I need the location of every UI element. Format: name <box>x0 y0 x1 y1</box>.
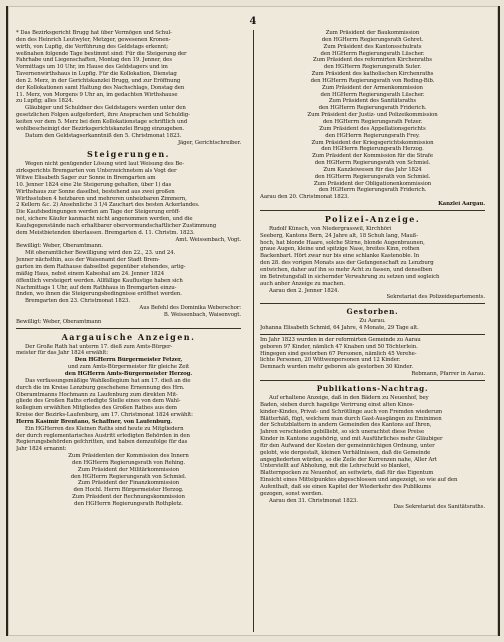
divider <box>16 328 241 329</box>
notice-bankruptcy <box>16 30 241 146</box>
text-line: den HGHerrn Regierungsrath Herzog. <box>321 146 424 153</box>
text-line: den HGHerrn Regierungsrath von Schmiel. <box>70 473 187 480</box>
text-line: graue Augen, kleine und spitzige Nase, breites Kinn, rothen <box>260 246 420 253</box>
text-line: kollegium erwählten Mitgliedes des Großen Rathes aus dem <box>16 405 177 412</box>
notice-births <box>260 337 485 378</box>
divider <box>260 303 485 304</box>
text-line: zirksgerichts Bremgarten von Unterzeichnetem als Vogt der <box>16 168 177 175</box>
text-line: Demnach wurden mehr geboren als gestorben 30 Kinder. <box>260 364 413 371</box>
text-line: Vormittags um 10 Uhr, im Hause des Geldstagers und im <box>16 64 168 71</box>
divider <box>260 334 485 335</box>
section-heading-gestorben: Gestorben. <box>346 307 399 317</box>
text-line: hoch, hat blonde Haare, solche Stirne, blonde Augenbraunen, <box>260 239 425 246</box>
text-line: Aufenthalt, daß sie einen Kapitel der Wiederkehr des Publikums <box>260 483 432 490</box>
text-line: den HGHerrn Regierungsrath Suter. <box>323 64 422 71</box>
text-line: den HGHerrn Regierungsrath Lüscher. <box>320 50 425 57</box>
text-line: gesetzlichen Folgen aufgefordert, ihre Ansprachen und Schuldig- <box>16 112 190 119</box>
text-line: den HGHerrn Regierungsrath Frey. <box>325 132 420 139</box>
text-line: Zum Präsident der Obligationenkommission <box>313 180 432 187</box>
section-heading-steigerungen: Steigerungen. <box>87 149 170 160</box>
approval-line: Bewilligt: Weber, Oberamtmann <box>16 318 102 325</box>
text-line: Zum Präsident der Militärkommission <box>77 466 180 473</box>
text-line: 2 Kellern &c. 2) Ansehnliche 3 1/4 Zauchart des besten Ackerlandes. <box>16 202 200 209</box>
text-line: 11. Merz, von Morgens 9 Uhr an, im gedachten Wirthshause <box>16 91 178 98</box>
text-line: wohlbescheinigt der Bezirksgerichtskanzlei Brugg einzugeben. <box>16 125 185 132</box>
notice-police <box>260 226 485 301</box>
text-line: Zum Präsident des katholischen Kirchenraths <box>311 71 434 78</box>
newspaper-page <box>6 6 500 636</box>
text-line: Fahrhabe und Liegenschaften, Montag den 19. Jenner, des <box>16 57 172 64</box>
text-line: Oberamtmanns Hochmann zu Laufenburg zum direkten Mit- <box>16 391 178 398</box>
signature: Aus Befehl des Dominika Weberschor: <box>139 305 241 312</box>
notice-publication <box>260 395 485 511</box>
gestorben-place: Zu Aarau. <box>359 318 386 325</box>
text-line: Seeberg, Kantons Bern, 24 Jahre alt, 18 Schuh lang, Mauß- <box>260 232 419 239</box>
text-line: der Schutzblattern in andern Gemeinden des Kantons auf Ihren, <box>260 422 432 429</box>
page-number: 4 <box>249 16 257 27</box>
text-line: zu Lupfig; alles 1824. <box>16 98 74 105</box>
divider <box>260 210 485 211</box>
signature: B. Weissenbach, Waisenvogt. <box>163 311 241 318</box>
text-line: Hingegen sind gestorben 67 Personen, nämlich 45 Verehe- <box>260 350 417 357</box>
text-line: Zum Präsident der Finanzkommission <box>77 480 180 487</box>
text-line: den des Heinrich Leutwyler, Metzger, gewesenen Kronen- <box>16 36 171 43</box>
text-line: Blätterhäß, fügt, welchem man durch Gast-Ausgängen zu Eminimen <box>260 415 442 422</box>
text-line: den HGHerrn Regierungsrath Rothpletz. <box>74 501 183 507</box>
text-line: der durch reglementarisches Austritt erledigten Behörden in den <box>16 432 190 439</box>
signature: Rebmann, Pfarrer in Aarau. <box>411 371 485 378</box>
text-line: dem Meistbietenden überlassen. Bremgarten d. 11. Christm. 1823. <box>16 229 195 236</box>
text-line: Den HGHerrn Bürgermeister Fetzer, <box>74 357 183 364</box>
text-line: Jahren verschieden gebilliebt, so sich unerachtet diese Preise <box>260 429 425 436</box>
text-line: Zum Präsidenten der Kommission des Innern <box>68 453 189 460</box>
text-line: im Betretungsfall in sichernder Verwahrung zu setzen und sogleich <box>260 273 440 280</box>
text-line: meister für das Jahr 1824 erwählt: <box>16 350 108 357</box>
text-line: Regierungsbehörden gefchritten, und haben demzufolge für das <box>16 439 188 446</box>
text-line: finden, wo ihnen die Steigerungsbedingnisse eröffnet werden. <box>16 291 182 298</box>
text-line: den 28. des vorigen Monats aus der Gefangenschaft zu Lenzburg <box>260 260 434 267</box>
text-line: 10. Jenner 1824 eine 2te Steigerung gehalten, über 1) das <box>16 181 172 188</box>
text-line: mäßig Haus, nebst einem Kabeshal am 24. Jenner 1824 <box>16 270 165 277</box>
signature: Sekretariat des Polizeidepartements. <box>386 294 485 301</box>
divider <box>260 380 485 381</box>
text-line: Zum Präsident der Rechnungskommission <box>72 494 185 501</box>
text-line: Jenner nächsthin, aus der Waisenamt der Stadt Brem- <box>16 257 160 264</box>
signature: Amt. Weissenbach, Vogt. <box>175 236 241 243</box>
text-line: den HGHerrn Regierungsrath Lüscher. <box>320 91 425 98</box>
text-line: garten im dem Rathause dabselbst gegenüber stehendes, artig- <box>16 264 186 270</box>
notice-auction <box>16 161 241 325</box>
text-line: Wirthshaus zur Sonne daselbst, bestehend aus zwei großen <box>16 188 175 195</box>
text-line: auch anher Anzeige zu machen. <box>260 280 345 287</box>
dateline: Aarau den 31. Christmonat 1823. <box>269 497 358 504</box>
text-line: gelobt, wie dergestalt, kleinen Verhältnissen, daß die Gemeinde <box>260 449 431 456</box>
text-line: Zum Kanzleiwesen für das Jahr 1824 <box>323 166 422 173</box>
text-line: kinder-Kindes, Privat- und Schrötlinge auch von Fremden wiederum <box>260 408 443 415</box>
text-line: Zum Präsident der Armenkommission <box>322 84 423 91</box>
text-line: Zum Präsident der Kommission für die Strafe <box>312 153 433 160</box>
gestorben-entry: Johanna Elisabeth Schmid, 64 Jahre, 4 Monate, 29 Tage alt. <box>260 325 419 332</box>
text-line: den HGHerrn Regierungsrath Gehret. <box>321 36 424 43</box>
text-line: angegliederten würden, so die Zeile der Kurrenzen nahe, Aller Art <box>260 456 437 463</box>
text-line: Blatternpocken zu Neuenhof, an seitwärts, daß für das Eigentum <box>260 470 434 477</box>
text-line: Baden, sieben durch hagelige Verirrung einst alten Kinos- <box>260 401 415 408</box>
text-line: den HGHerrn Regierungsrath Fetzer. <box>322 118 423 125</box>
text-line: Auf erhaltene Anzeige, daß in den Bädern zu Neuenhof, bey <box>269 394 429 401</box>
text-line: * Das Bezirksgericht Brugg hat über Vermögen und Schul- <box>16 30 172 36</box>
section-heading-aargauische: Aargauische Anzeigen. <box>61 331 196 342</box>
text-line: der Kollokationen samt Haltung des Nachschlags, Donstag den <box>16 84 185 91</box>
text-line: Herrn Kasimir Brentano, Schaffner, von Laufenburg. <box>16 418 173 425</box>
text-line: Der Große Rath hat unterm 17. dieß zum Amts-Bürger- <box>25 343 173 350</box>
text-line: Bremgarten den 23. Christmonat 1823. <box>25 298 131 305</box>
text-line: lichte Personen, 20 Wittwenpersonen und 12 Kinder. <box>260 357 401 364</box>
left-column <box>16 30 241 508</box>
text-line: öffentlich versteigert werden. Allfällige Kauflustige haben sich <box>16 277 183 284</box>
text-line: den HGHerrn Regierungsrath von Reding-Bib. <box>310 77 435 84</box>
text-line: gliede des Großen Raths erledigte Stelle eines von dem Wahl- <box>16 398 181 405</box>
text-line: Rudolf Künsch, von Niedergrasswil, Kirchhöri <box>269 225 392 232</box>
right-column <box>260 30 485 511</box>
text-line: net, sichere Käufer kanmacht nicht angenommen werden, und die <box>16 216 193 223</box>
text-line: Zum Präsident des reformirten Kirchenraths <box>313 57 432 64</box>
text-line: Datum den Geldstagserkanntniß den 5. Christmonat 1823. <box>25 132 182 139</box>
text-line: Zum Präsident der Baukommission <box>325 30 420 36</box>
text-line: Zum Präsident des Sanitätsraths <box>328 98 417 105</box>
text-line: Ein HGHerren des Kleinen Raths sind heute zu Mitgliedern <box>25 425 184 432</box>
text-line: Im Jahr 1823 wurden in der reformirten Gemeinde zu Aarau <box>260 336 421 343</box>
text-line: den HGHerrn Regierungsrath Friderich. <box>318 105 427 112</box>
column-divider <box>253 30 254 632</box>
text-line: den HGHerrn Regierungsrath von Schmiel. <box>314 160 431 167</box>
notice-appointments <box>260 30 485 208</box>
text-line: Unterstellt auf Abholung, mit die Lehrschuld so blanket, <box>260 463 411 470</box>
text-line: den 2. Merz, in der Gerichtskanzlei Brugg, und zur Eröffnung <box>16 77 181 84</box>
signature: Kanzlei Aargau. <box>438 201 485 208</box>
text-line: für den Aufwand der Kosten der gemeinnüchigen Ordnung, unter <box>260 442 435 449</box>
signature: Jäger, Gerichtschreiber. <box>177 139 241 146</box>
text-line: Backenbart. Hört zwar nur bis eine schlanke Kastenoble. In <box>260 253 420 260</box>
text-line: Witwe Elisabeth Sager zur Sonne in Bremgarten am <box>16 175 156 182</box>
section-heading-polizei: Polizei-Anzeige. <box>324 213 421 224</box>
text-line: und zum Amts-Bürgermeister für gleiche Zeit <box>67 364 190 371</box>
text-line: Nachmittags 1 Uhr, auf dem Rathhaus in Bremgarten einzu- <box>16 284 177 291</box>
section-heading-publikation: Publikations-Nachtrag. <box>316 383 429 393</box>
text-line: Zum Präsident des Kantonsschulrats <box>323 43 422 50</box>
text-line: den HGHerrn Regierungsrath von Schmiel. <box>314 173 431 180</box>
text-line: den HGHerrn Regierungsrath Friderich. <box>318 187 427 194</box>
text-line: gezogen, sonst werden. <box>260 490 323 497</box>
text-line: Wegen nicht genügender Lösung wird laut Weisung des Be- <box>25 161 184 168</box>
text-line: Die Kaufsbedingungen werden am Tage der Steigerung eröff- <box>16 209 181 216</box>
text-line: Zum Präsident der Justiz- und Polizeikommission <box>307 112 438 119</box>
text-line: den Hochl. Herrn Bürgermeister Herzog. <box>73 487 184 494</box>
approval-line: Bewilligt: Weber, Oberamtmann. <box>16 243 103 250</box>
text-line: Zum Präsident des Appellationsgerichts <box>319 125 426 132</box>
text-line: Einsicht eines Mittelpunktes abgeschlossen und angezeigt, so wie auf den <box>260 477 458 484</box>
text-line: Kinder in Kantone zugehörig, und mit Ausführliches mehr Gläubiger <box>260 436 443 443</box>
text-line: Kreise der Bezirks-Laufenburg, am 17. Christmonat 1824 erwählt: <box>16 412 193 419</box>
text-line: Zum Präsident der Kriegsgerichtskommission <box>311 139 434 146</box>
signature: Das Sekretariat des Sanitätsraths. <box>393 504 485 511</box>
text-line: weßnahen folgende Tage bestimmt sind: Für die Steigerung der <box>16 50 187 57</box>
text-line: Das verfassungsmäßige Wahlkollegium hat am 17. dieß an die <box>25 377 191 384</box>
text-line: durch die im Kreise Lenzburg geschehene Ernennung des Hrn. <box>16 384 185 391</box>
text-line: wirth, von Lupfig, die Verführung des Geldstags erkennt; <box>16 43 168 50</box>
text-line: Wirthsstuben 4 heizbaren und mehreren unheizbaren Zimmern, <box>16 195 187 202</box>
notice-government <box>16 344 241 508</box>
text-line: Kaufsgegenstände nach erhaltbarer obervormundschaftlicher Zustimmung <box>16 222 217 229</box>
dateline: Aarau den 20. Christmonat 1823. <box>260 194 349 201</box>
text-line: Gläubiger und Schuldner des Geldstagers werden unter den <box>25 105 186 112</box>
text-line: Mit oberamtlicher Bewilligung wird den 22., 23. und 24. <box>25 250 176 257</box>
text-line: Jahr 1824 ernannt: <box>16 446 67 453</box>
text-line: geboren 97 Kinder, nämlich 47 Knaben und 50 Töchterlein. <box>260 343 418 350</box>
text-line: entwichen, daher auf ihn so mehr Acht zu fassen, und denselben <box>260 267 433 273</box>
text-line: Tavernenwirthshaus in Lupfig. Für die Kollokation, Dienstag <box>16 71 177 78</box>
text-line: den HGHerrn Amts-Bürgermeister Herzog. <box>64 370 193 377</box>
text-line: keiten vor dem 5. Merz bei dem Kollokationstage schriftlich und <box>16 118 188 125</box>
text-line: den HGHerrn Regierungsrath von Rehing. <box>71 459 186 466</box>
dateline: Aarau den 2. Jenner 1824. <box>269 287 339 294</box>
